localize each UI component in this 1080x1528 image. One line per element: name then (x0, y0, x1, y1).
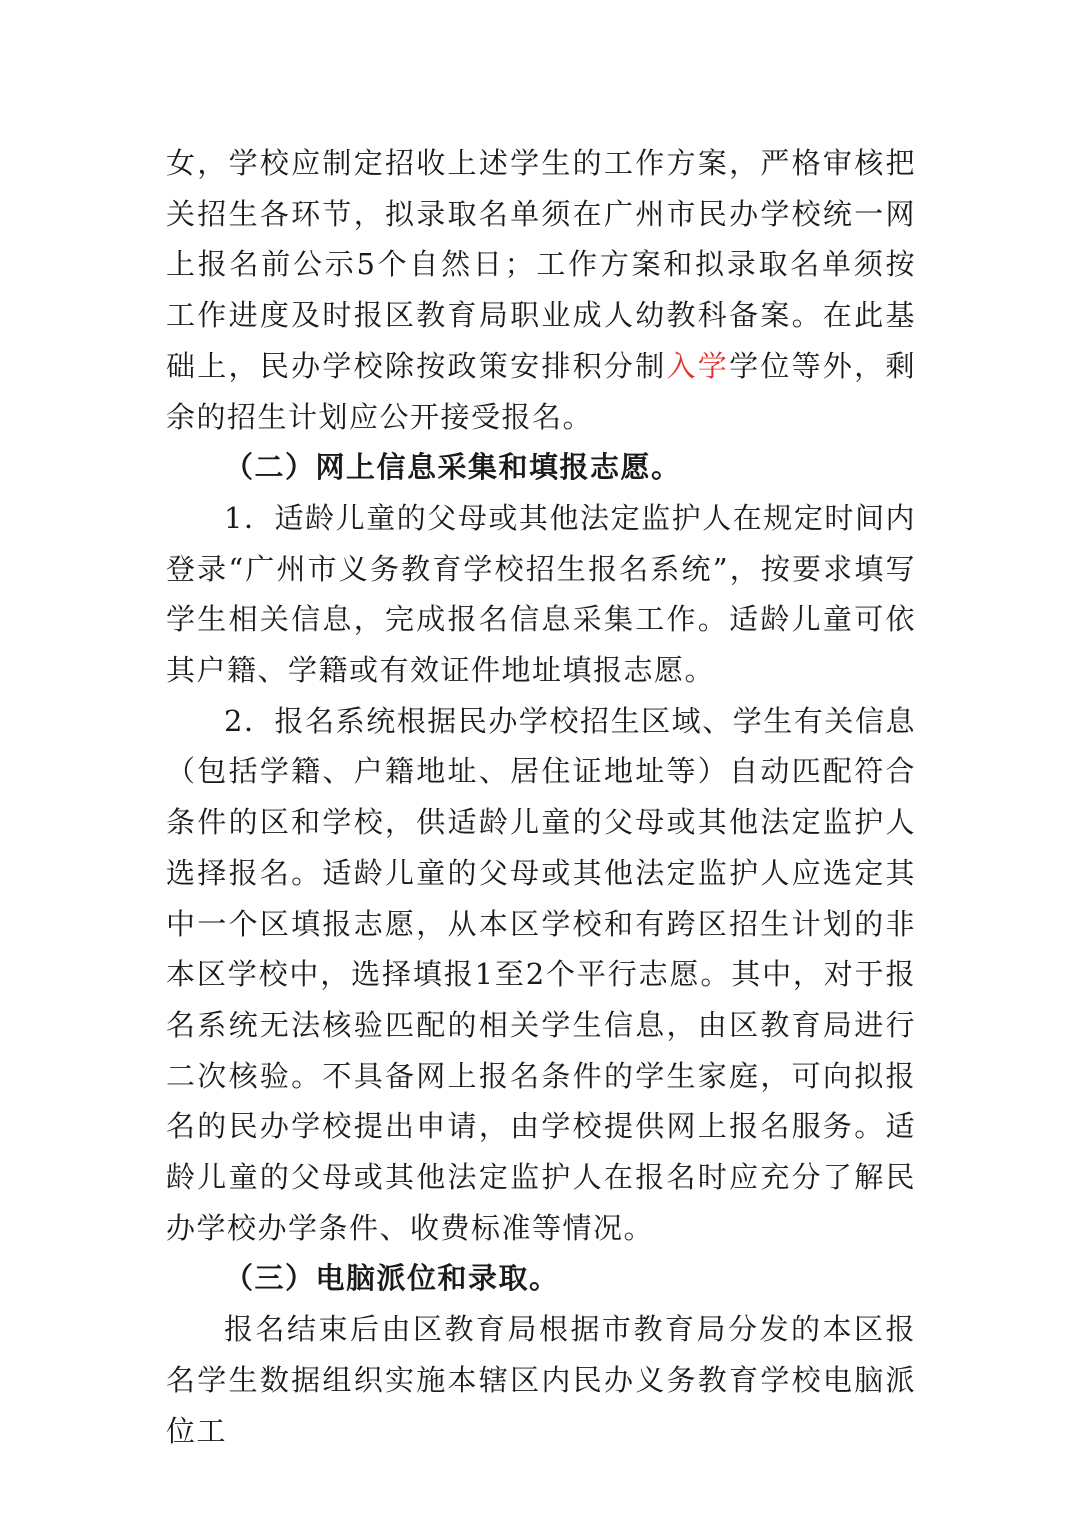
paragraph-item-2: 2．报名系统根据民办学校招生区域、学生有关信息（包括学籍、户籍地址、居住证地址等）自动匹配符合条件的区和学校，供适龄儿童的父母或其他法定监护人选择报名。适龄儿童的父母或其他法定监护人应选定其中一个区填报志愿，从本区学校和有跨区招生计划的非本区学校中，选择填报1至2个平行志愿。其中，对于报名系统无法核验匹配的相关学生信息，由区教育局进行二次核验。不具备网上报名条件的学生家庭，可向拟报名的民办学校提出申请，由学校提供网上报名服务。适龄儿童的父母或其他法定监护人在报名时应充分了解民办学校办学条件、收费标准等情况。 (166, 703, 916, 1245)
section-heading-3: （三）电脑派位和录取。 (224, 1261, 560, 1296)
document-page (166, 138, 916, 1456)
paragraph-text-part-1: 女，学校应制定招收上述学生的工作方案，严格审核把关招生各环节，拟录取名单须在广州市民办学校统一网上报名前公示5个自然日；工作方案和拟录取名单须按工作进度及时报区教育局职业成人幼教科备案。在此基础上，民办学校除按政策安排积分制 (166, 146, 916, 383)
paragraph-item-1: 1．适龄儿童的父母或其他法定监护人在规定时间内登录“广州市义务教育学校招生报名系统”，按要求填写学生相关信息，完成报名信息采集工作。适龄儿童可依其户籍、学籍或有效证件地址填报志愿。 (166, 500, 916, 688)
paragraph-continuation (166, 138, 916, 442)
paragraph-text-part-2: 学位等外，剩余的招生计划应公开接受报名。 (166, 348, 916, 434)
section-heading-2: （二）网上信息采集和填报志愿。 (224, 450, 682, 485)
paragraph-allocation: 报名结束后由区教育局根据市教育局分发的本区报名学生数据组织实施本辖区内民办义务教育学校电脑派位工 (166, 1312, 916, 1448)
highlighted-text: 入学 (666, 348, 730, 383)
